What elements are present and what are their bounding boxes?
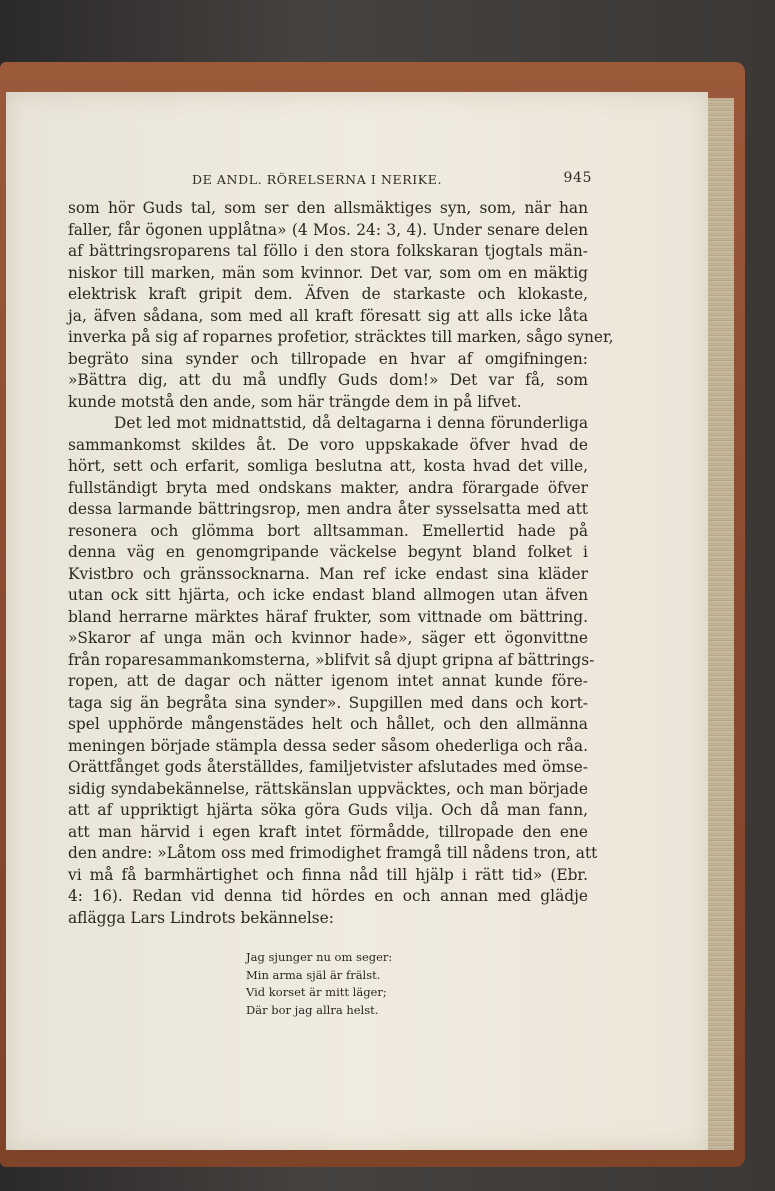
text-line: ja, äfven sådana, som med all kraft föresatt sig att alls icke låta <box>68 306 588 325</box>
text-line: från roparesammankomsterna, »blifvit så djupt gripna af bättrings- <box>68 650 595 669</box>
text-line: begräto sina synder och tillropade en hvar af omgifningen: <box>68 349 588 368</box>
paragraph <box>68 413 598 929</box>
text-line: vi må få barmhärtighet och finna nåd till hjälp i rätt tid» (Ebr. <box>68 865 588 884</box>
text-line: den andre: »Låtom oss med frimodighet framgå till nådens tron, att <box>68 844 598 862</box>
text-line: meningen började stämpla dessa seder såsom ohederliga och råa. <box>68 736 588 755</box>
text-line: aflägga Lars Lindrots bekännelse: <box>68 908 334 927</box>
text-line: denna väg en genomgripande väckelse begynt bland folket i <box>68 543 588 561</box>
text-line: att man härvid i egen kraft intet förmådde, tillropade den ene <box>68 822 588 841</box>
running-header <box>192 172 592 192</box>
text-line: bland herrarne märktes häraf frukter, som vittnade om bättring. <box>68 607 588 626</box>
text-line: 4: 16). Redan vid denna tid hördes en och annan med glädje <box>68 887 588 905</box>
text-line: Orättfånget gods återställdes, familjetvister afslutades med ömse- <box>68 758 588 776</box>
text-line: »Skaror af unga män och kvinnor hade», säger ett ögonvittne <box>68 629 588 647</box>
poem-line: Där bor jag allra helst. <box>246 1002 379 1017</box>
text-line: ropen, att de dagar och nätter igenom intet annat kunde före- <box>68 672 588 690</box>
text-line: som hör Guds tal, som ser den allsmäktiges syn, som, när han <box>68 199 588 217</box>
text-line: resonera och glömma bort alltsamman. Emellertid hade på <box>68 521 588 540</box>
poem-line: Min arma själ är frälst. <box>246 967 381 982</box>
body-text <box>68 198 614 929</box>
text-line: fullständigt bryta med ondskans makter, andra förargade öfver <box>68 478 588 497</box>
text-line: spel upphörde mångenstädes helt och hållet, och den allmänna <box>68 715 588 733</box>
text-line: af bättringsroparens tal föllo i den stora folkskaran tjogtals män- <box>68 242 588 260</box>
poem-line: Vid korset är mitt läger; <box>246 985 387 999</box>
text-line: elektrisk kraft gripit dem. Äfven de starkaste och klokaste, <box>68 285 588 303</box>
text-line: dessa larmande bättringsrop, men andra åter sysselsatta med att <box>68 500 588 518</box>
page-edges <box>708 98 734 1150</box>
paragraph <box>68 198 614 413</box>
text-line: Kvistbro och gränssocknarna. Man ref icke endast sina kläder <box>68 564 588 583</box>
poem-line: Jag sjunger nu om seger: <box>246 950 393 964</box>
text-line: sidig syndabekännelse, rättskänslan uppväcktes, och man började <box>68 779 588 798</box>
text-line: faller, får ögonen upplåtna» (4 Mos. 24: 3, 4). Under senare delen <box>68 220 588 239</box>
text-line: utan ock sitt hjärta, och icke endast bland allmogen utan äfven <box>68 586 588 604</box>
text-line: inverka på sig af roparnes profetior, sträcktes till marken, sågo syner, <box>68 328 614 346</box>
running-title: DE ANDL. RÖRELSERNA I NERIKE. <box>192 172 443 187</box>
text-line: »Bättra dig, att du må undfly Guds dom!» Det var få, som <box>68 371 588 389</box>
text-line: Det led mot midnattstid, då deltagarna i denna förunderliga <box>114 414 588 432</box>
text-line: niskor till marken, män som kvinnor. Det var, som om en mäktig <box>68 263 588 282</box>
text-line: hört, sett och erfarit, somliga beslutna att, kosta hvad det ville, <box>68 457 588 475</box>
poem-stanza <box>246 949 446 1019</box>
text-line: att af uppriktigt hjärta söka göra Guds vilja. Och då man fann, <box>68 801 588 819</box>
text-line: taga sig än begråta sina synder». Supgillen med dans och kort- <box>68 693 588 712</box>
text-line: sammankomst skildes åt. De voro uppskakade öfver hvad de <box>68 435 588 454</box>
text-line: kunde motstå den ande, som här trängde dem in på lifvet. <box>68 392 522 411</box>
page-number: 945 <box>563 170 592 186</box>
